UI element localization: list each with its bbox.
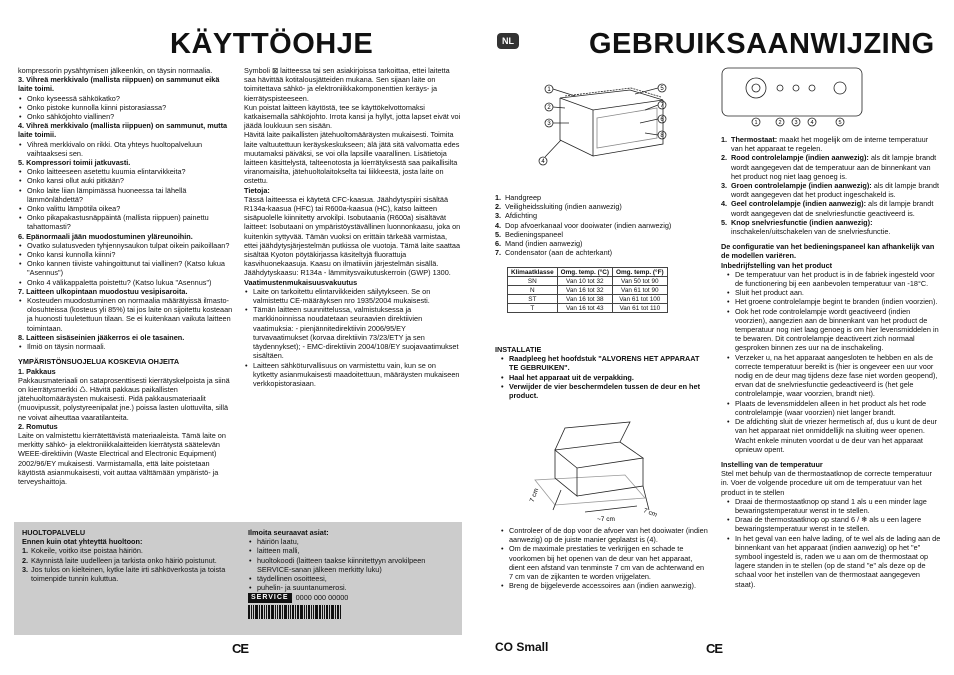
section-heading: Tietoja: bbox=[244, 185, 270, 195]
startup-item: • Het groene controlelampje begint te branden (indien voorzien). bbox=[735, 297, 941, 306]
bullet-item: • Onko laitteeseen asetettu kuumia elintarvikkeita? bbox=[27, 167, 236, 176]
service-step bbox=[22, 565, 237, 583]
install-item: • Controleer of de dop voor de afvoer van het dooiwater (indien aanwezig) op de juiste manier geplaatst is (4). bbox=[509, 526, 710, 544]
barcode-bar bbox=[266, 605, 267, 619]
section-heading: 7. Laitteen ulkopintaan muodostuu vesipisaroita. bbox=[18, 286, 188, 296]
bullet-item: • Onko kansi kunnolla kiinni? bbox=[27, 250, 236, 259]
table-header: Omg. temp. (°F) bbox=[613, 268, 668, 277]
page-title-fi: KÄYTTÖOHJE bbox=[170, 28, 374, 60]
part-name: Mand (indien aanwezig) bbox=[505, 239, 583, 249]
freezer-illustration bbox=[535, 78, 675, 173]
startup-item: • De afdichting sluit de vriezer hermetisch af, dus u kunt de deur van het apparaat niet onmiddellijk na sluiting weer openen. Wacht enkele minuten voordat u de deur van het apparaat opnieuw opent. bbox=[735, 417, 941, 454]
paragraph: Kun poistat laitteen käytöstä, tee se käyttökelvottomaksi katkaisemalla sähköjohto. Irrota kansi ja hyllyt, jotta lapset eivät voi jäädä loukkuun sen sisään. bbox=[244, 102, 461, 131]
barcode-bar bbox=[322, 605, 323, 619]
step-number: 3. bbox=[22, 564, 29, 574]
part-number: 5. bbox=[495, 229, 502, 239]
paragraph: kompressorin pysähtymisen jälkeenkin, on täysin normaalia. bbox=[18, 66, 213, 75]
table-cell: Van 61 tot 110 bbox=[613, 304, 668, 313]
bullet-item: • Laitteen sähköturvallisuus on varmistettu vain, kun se on kytketty asianmukaisesti maadoitettuun, määräysten mukaiseen verkkopistorasiaan. bbox=[253, 361, 462, 389]
step-number: 1. bbox=[22, 546, 29, 556]
control-number: 5. bbox=[721, 217, 728, 227]
barcode-bar bbox=[295, 605, 296, 619]
barcode-bar bbox=[251, 605, 252, 619]
notify-heading: Ilmoita seuraavat asiat: bbox=[248, 528, 329, 537]
startup-item: • De temperatuur van het product is in de fabriek ingesteld voor de functionering bij een aanbevolen temperatuur van -18°C. bbox=[735, 270, 941, 288]
part-name: Bedieningspaneel bbox=[505, 229, 564, 239]
service-code: 0000 000 00000 bbox=[295, 593, 349, 603]
barcode-bar bbox=[253, 605, 254, 619]
bullet-item: • Onko pistoke kunnolla kiinni pistorasiassa? bbox=[27, 103, 236, 112]
part-name: Condensator (aan de achterkant) bbox=[505, 248, 613, 258]
barcode-bar bbox=[292, 605, 294, 619]
bullet-item: • Ilmiö on täysin normaali. bbox=[27, 342, 236, 351]
barcode-bar bbox=[329, 605, 330, 619]
barcode-bar bbox=[337, 605, 339, 619]
temperature-item: • Draai de thermostaatknop op stand 1 als u een minder lage bewaringstemperatuur wenst in te stellen. bbox=[735, 497, 941, 515]
section-heading: 2. Romutus bbox=[18, 421, 58, 431]
part-name: Veiligheidssluiting (indien aanwezig) bbox=[505, 202, 622, 212]
panel-label-3: 3 bbox=[794, 120, 798, 126]
bullet-item: • Kosteuden muodostuminen on normaalia määrätyissä ilmasto-olosuhteissa (kosteus yli 85%) tai jos laite on sijoitettu kosteaan ja huonosti tuuletettuun tilaan. Se ei kuitenkaan vaikuta laitteen toimintaan. bbox=[27, 296, 236, 333]
callout-5: 5 bbox=[660, 86, 664, 92]
install-item: • Haal het apparaat uit de verpakking. bbox=[509, 373, 710, 382]
table-header: Omg. temp. (°C) bbox=[557, 268, 612, 277]
barcode-bar bbox=[311, 605, 312, 619]
barcode-bar bbox=[277, 605, 278, 619]
page-title-nl: GEBRUIKSAANWIJZING bbox=[589, 28, 935, 60]
section-heading: 1. Pakkaus bbox=[18, 366, 56, 376]
control-number: 4. bbox=[721, 199, 728, 209]
section-heading: 8. Laitteen sisäseinien jääkerros ei ole tasainen. bbox=[18, 332, 185, 342]
bullet-item: • Tämän laitteen suunnittelussa, valmistuksessa ja markkinoinnissa noudatetaan seuraavien direktiivien vaatimuksia: - pienjännitedirektiivin 2006/95/EY turvavaatimukset (korvaa direktiivin 73/23/ETY ja sen täydennykset); - EMC-direktiivin 2004/108/EY suojavaatimukset sisältäen. bbox=[253, 305, 462, 360]
install-item: • Verwijder de vier beschermdelen tussen de deur en het product. bbox=[509, 382, 710, 400]
control-number: 3. bbox=[721, 181, 728, 191]
control-number: 1. bbox=[721, 135, 728, 144]
distance-left: 7 cm bbox=[528, 487, 541, 504]
bullet-item: • Onko kyseessä sähkökatko? bbox=[27, 94, 236, 103]
startup-item: • Plaats de levensmiddelen alleen in het product als het rode controlelampje (waar voorzien) niet langer brandt. bbox=[735, 399, 941, 417]
table-cell: N bbox=[508, 286, 558, 295]
control-name: Groen controlelampje (indien aanwezig): bbox=[731, 181, 872, 191]
bullet-item: • Onko pikapakastusnäppäintä (mallista riippuen) painettu tahattomasti? bbox=[27, 213, 236, 231]
step-number: 2. bbox=[22, 555, 29, 565]
install-item: • Om de maximale prestaties te verkrijgen en schade te voorkomen bij het openen van de deur van het apparaat, dient een afstand van tenminste 7 cm van de achterwand en 7 cm van de zijkanten te worden vrijgelaten. bbox=[509, 544, 710, 581]
barcode-bar bbox=[271, 605, 274, 619]
table-row bbox=[508, 295, 668, 304]
barcode-bar bbox=[331, 605, 334, 619]
install-item: • Breng de bijgeleverde accessoires aan (indien aanwezig). bbox=[509, 581, 710, 590]
bullet-item: • Onko sähköjohto viallinen? bbox=[27, 112, 236, 121]
control-description bbox=[721, 135, 941, 153]
paragraph: Symboli ⊠ laitteessa tai sen asiakirjoissa tarkoittaa, ettei laitetta saa hävittää kotitalousjätteiden mukana. Sen sijaan laite on toimitettava sähkö- ja elektroniikkakomponenttien keräys- ja kierrätyspisteeseen. bbox=[244, 66, 450, 103]
part-name: Handgreep bbox=[505, 193, 542, 202]
bullet-item: • Onko 4 välikappaletta poistettu? (Katso lukua "Asennus") bbox=[27, 278, 236, 287]
bullet-item: • Onko valittu lämpötila oikea? bbox=[27, 204, 236, 213]
bullet-item: • Laite on tarkoitettu elintarvikkeiden säilytykseen. Se on valmistettu CE-määräyksen nro 1935/2004 mukaisesti. bbox=[253, 287, 462, 305]
climate-class-table bbox=[507, 267, 668, 313]
control-name: Knop snelvriesfunctie (indien aanwezig): bbox=[731, 217, 873, 227]
part-item bbox=[495, 211, 710, 220]
control-number: 2. bbox=[721, 153, 728, 163]
installation-clearance-illustration bbox=[525, 420, 665, 525]
ce-mark-right: CE bbox=[706, 641, 723, 656]
ce-mark-left: CE bbox=[232, 641, 249, 656]
barcode-bar bbox=[259, 605, 260, 619]
part-item bbox=[495, 193, 710, 202]
service-heading: HUOLTOPALVELU bbox=[22, 528, 86, 537]
notify-item: • häiriön laatu, bbox=[257, 537, 458, 546]
control-description bbox=[721, 153, 941, 181]
paragraph: Tässä laitteessa ei käytetä CFC-kaasua. Jäähdytyspiiri sisältää R134a-kaasua (HFC) tai R600a-kaasua (HC), katso laitteen sisäpuolelle kiinnitetty arvokilpi. Isobutaania (R600a) sisältävät laitteet: Isobutaani on ympäristöystävällinen luonnonkaasu, joka on kuitenkin syttyvää. Tämän vuoksi on erittäin tärkeää varmistaa, ettei jäähdytysjärjestelmän putkissa ole vuotoja. Tämä laite saattaa sisältää Kyoton pöytäkirjassa käsiteltyjä fluorattuja kasvihuonekaasuja. Kaasu on ilmatiiviin järjestelmän sisällä. Jäähdytyskaasu: R134a - lämmitysvaikutuskerroin (GWP) 1300. bbox=[244, 194, 461, 278]
bullet-item: • Onko kannen tiiviste vahingoittunut tai viallinen? (Katso lukua "Asennus") bbox=[27, 259, 236, 277]
table-cell: Van 50 tot 90 bbox=[613, 277, 668, 286]
table-row bbox=[508, 304, 668, 313]
part-number: 7. bbox=[495, 248, 502, 258]
table-cell: SN bbox=[508, 277, 558, 286]
control-text: inschakelen/uitschakelen van de snelvriesfunctie. bbox=[731, 227, 891, 237]
control-name: Thermostaat: bbox=[731, 135, 778, 144]
barcode-bar bbox=[340, 605, 341, 619]
table-cell: Van 61 tot 100 bbox=[613, 295, 668, 304]
fi-column-2 bbox=[244, 66, 462, 388]
barcode-bar bbox=[300, 605, 303, 619]
barcode-bar bbox=[313, 605, 314, 619]
callout-6: 6 bbox=[660, 117, 664, 123]
part-number: 3. bbox=[495, 211, 502, 221]
parts-list bbox=[495, 193, 710, 257]
part-item bbox=[495, 248, 710, 257]
barcode-bar bbox=[335, 605, 336, 619]
section-heading: 6. Epänormaali jään muodostuminen yläreunoihin. bbox=[18, 231, 193, 241]
table-cell: T bbox=[508, 304, 558, 313]
bullet-item: • Onko kansi ollut auki pitkään? bbox=[27, 176, 236, 185]
panel-config-note: De configuratie van het bedieningspaneel kan afhankelijk van de modellen variëren. bbox=[721, 242, 935, 261]
control-text: als dit lampje brandt wordt aangegeven dat het product ingeschakeld is. bbox=[731, 181, 940, 200]
table-cell: Van 16 tot 38 bbox=[557, 295, 612, 304]
panel-label-1: 1 bbox=[754, 120, 758, 126]
barcode-bar bbox=[264, 605, 265, 619]
callout-1: 1 bbox=[547, 87, 551, 93]
temperature-intro: Stel met behulp van de thermostaatknop de correcte temperatuur in. Voer de volgende procedure uit om de temperatuur van het product in te stellen bbox=[721, 469, 932, 497]
model-name: CO Small bbox=[495, 640, 549, 654]
barcode-bar bbox=[261, 605, 263, 619]
callout-7: 7 bbox=[660, 103, 664, 109]
barcode-bar bbox=[319, 605, 321, 619]
install-heading: INSTALLATIE bbox=[495, 345, 542, 354]
part-number: 1. bbox=[495, 193, 502, 202]
bullet-item: • Ovatko sulatusveden tyhjennysaukon tulpat oikein paikoillaan? bbox=[27, 241, 236, 250]
fi-column-1 bbox=[18, 66, 236, 486]
barcode-bar bbox=[324, 605, 325, 619]
section-heading: 3. Vihreä merkkivalo (mallista riippuen) on sammunut eikä laite toimi. bbox=[18, 75, 220, 94]
control-name: Geel controlelampje (indien aanwezig): bbox=[731, 199, 867, 209]
part-name: Dop afvoerkanaal voor dooiwater (indien aanwezig) bbox=[505, 220, 672, 230]
section-heading: 5. Kompressori toimii jatkuvasti. bbox=[18, 158, 131, 168]
step-text: Kokeile, voitko itse poistaa häiriön. bbox=[31, 546, 143, 556]
table-cell: ST bbox=[508, 295, 558, 304]
paragraph: Hävitä laite paikallisten jätehuoltomääräysten mukaisesti. Toimita laite valtuutettuun keräyskeskukseen; älä jätä sitä valvomatta edes muutamaksi päiväksi, se voi olla lapsille vaarallinen. Lisätietoja laitteen käsittelystä, talteenotosta ja kierrätyksestä saa paikallisilta viranomaisilta, jätehuoltolaitokselta tai liikkeestä, josta laite on ostettu. bbox=[244, 130, 460, 186]
barcode-bar bbox=[275, 605, 276, 619]
section-heading: Vaatimustenmukaisuusvakuutus bbox=[244, 277, 358, 287]
startup-item: • Sluit het product aan. bbox=[735, 288, 941, 297]
notify-item: • huoltokoodi (laitteen taakse kiinnitettyyn arvokilpeen SERVICE-sanan jälkeen merkitty luku) bbox=[257, 556, 458, 574]
service-label: SERVICE bbox=[248, 593, 292, 602]
startup-heading: Inbedrijfstelling van het product bbox=[721, 260, 833, 270]
notify-item: • täydellinen osoitteesi, bbox=[257, 574, 458, 583]
barcode-image bbox=[248, 605, 458, 619]
service-subheading: Ennen kuin otat yhteyttä huoltoon: bbox=[22, 537, 143, 547]
notify-item: • puhelin- ja suuntanumerosi. bbox=[257, 583, 458, 592]
control-description bbox=[721, 181, 941, 199]
part-item bbox=[495, 239, 710, 248]
table-row bbox=[508, 286, 668, 295]
step-text: Käynnistä laite uudelleen ja tarkista onko häiriö poistunut. bbox=[31, 555, 217, 565]
barcode-bar bbox=[282, 605, 283, 619]
bullet-item: • Onko laite liian lämpimässä huoneessa tai lähellä lämmönlähdettä? bbox=[27, 186, 236, 204]
barcode-bar bbox=[288, 605, 289, 619]
bullet-item: • Vihreä merkkivalo on rikki. Ota yhteys huoltopalveluun vaihtaaksesi sen. bbox=[27, 140, 236, 158]
service-box bbox=[14, 522, 462, 635]
table-cell: Van 61 tot 90 bbox=[613, 286, 668, 295]
barcode-bar bbox=[290, 605, 291, 619]
panel-label-4: 4 bbox=[810, 120, 814, 126]
section-heading: 4. Vihreä merkkivalo (mallista riippuen) on sammunut, mutta laite toimii. bbox=[18, 121, 228, 140]
barcode-bar bbox=[279, 605, 281, 619]
install-item: • Raadpleeg het hoofdstuk "ALVORENS HET APPARAAT TE GEBRUIKEN". bbox=[509, 354, 710, 372]
table-row bbox=[508, 277, 668, 286]
distance-back: ~7 cm bbox=[597, 516, 615, 523]
part-name: Afdichting bbox=[505, 211, 538, 221]
barcode-bar bbox=[297, 605, 299, 619]
part-number: 4. bbox=[495, 220, 502, 230]
panel-label-5: 5 bbox=[838, 120, 842, 126]
table-cell: Van 10 tot 32 bbox=[557, 277, 612, 286]
barcode-bar bbox=[268, 605, 270, 619]
paragraph: Pakkausmateriaali on sataprosenttisesti kierrätyskelpoista ja siinä on kierrätysmerkki ♺. Hävitä pakkaus paikallisten jätehuoltomääräysten mukaisesti. Pidä pakkausmateriaalit (muovipussit, polystyreenipalat jne.) poissa lasten ulottuvilta, sillä ne voivat aiheuttaa vaaratilanteita. bbox=[18, 375, 230, 422]
panel-label-2: 2 bbox=[778, 120, 782, 126]
part-number: 6. bbox=[495, 239, 502, 249]
part-item bbox=[495, 230, 710, 239]
step-text: Jos tulos on kielteinen, kytke laite irti sähköverkosta ja toista toimenpide tunnin kuluttua. bbox=[31, 564, 226, 584]
part-item bbox=[495, 202, 710, 211]
temperature-item: • Draai de thermostaatknop op stand 6 / ❄ als u een lagere bewaringstemperatuur wenst in te stellen. bbox=[735, 515, 941, 533]
control-text: als dit lampje brandt wordt aangegeven dat de temperatuur aan de binnenkant van het product nog niet laag genoeg is. bbox=[731, 153, 937, 181]
part-item bbox=[495, 221, 710, 230]
service-step bbox=[22, 546, 237, 555]
table-cell: Van 16 tot 43 bbox=[557, 304, 612, 313]
temperature-heading: Instelling van de temperatuur bbox=[721, 459, 823, 469]
table-header: Klimaatklasse bbox=[508, 268, 558, 277]
barcode-bar bbox=[326, 605, 328, 619]
barcode-bar bbox=[255, 605, 258, 619]
language-badge: NL bbox=[497, 33, 519, 49]
control-description bbox=[721, 199, 941, 217]
startup-item: • Verzeker u, na het apparaat aangesloten te hebben en als de correcte temperatuur bereikt is (hier is ongeveer een uur voor nodig en de deur mag tijdens deze fase niet worden geopend), ervan dat de snelvriesfunctie gedeactiveerd is (het gele controlelampje, waar voorzien, brandt niet). bbox=[735, 353, 941, 399]
barcode-bar bbox=[315, 605, 318, 619]
part-number: 2. bbox=[495, 202, 502, 212]
control-description bbox=[721, 218, 941, 236]
service-step bbox=[22, 556, 237, 565]
section-heading: YMPÄRISTÖNSUOJELUA KOSKEVIA OHJEITA bbox=[18, 357, 180, 367]
callout-3: 3 bbox=[547, 121, 551, 127]
callout-2: 2 bbox=[547, 105, 551, 111]
barcode-bar bbox=[306, 605, 307, 619]
callout-4: 4 bbox=[541, 159, 545, 165]
startup-item: • Ook het rode controlelampje wordt geactiveerd (indien voorzien), aangezien aan de binnenkant van het product de temperatuur nog niet laag genoeg is om hier levensmiddelen in te bewaren. Dit controlelampje deactiveert zich normaal gesproken binnen zes uur na de inschakeling. bbox=[735, 307, 941, 353]
barcode-bar bbox=[284, 605, 287, 619]
temperature-item: • In het geval van een halve lading, of te wel als de lading aan de binnenkant van het apparaat (indien aanwezig) op het "e" symbool ingesteld is, raden we u aan om de thermostaat op lagere standen in te stellen (op de stand "e" als deze op de schaal voor het instellen van de thermostaat aangegeven staat). bbox=[735, 534, 941, 589]
barcode-bar bbox=[248, 605, 250, 619]
nl-column-3 bbox=[721, 135, 941, 589]
control-panel-illustration bbox=[720, 66, 865, 132]
distance-right: 7 cm bbox=[642, 507, 658, 519]
control-text: als dit lampje brandt wordt aangegeven dat de snelvriesfunctie geactiveerd is. bbox=[731, 199, 934, 218]
control-name: Rood controlelampje (indien aanwezig): bbox=[731, 153, 869, 163]
barcode-bar bbox=[308, 605, 310, 619]
control-text: maakt het mogelijk om de interne temperatuur van het apparaat te regelen. bbox=[731, 135, 929, 154]
table-cell: Van 16 tot 32 bbox=[557, 286, 612, 295]
callout-8: 8 bbox=[660, 133, 664, 139]
barcode-bar bbox=[304, 605, 305, 619]
notify-item: • laitteen malli, bbox=[257, 546, 458, 555]
paragraph: Laite on valmistettu kierrätettävistä materiaaleista. Tämä laite on merkitty sähkö- ja elektroniikkalaitteiden kierrätystä säätelevän WEEE-direktiivin (Waste Electrical and Electronic Equipment) 2002/96/EY mukaisesti. Varmistamalla, että laite poistetaan käytöstä asianmukaisesti, voit auttaa välttämään ympäristö- ja terveyshaittoja. bbox=[18, 430, 226, 486]
